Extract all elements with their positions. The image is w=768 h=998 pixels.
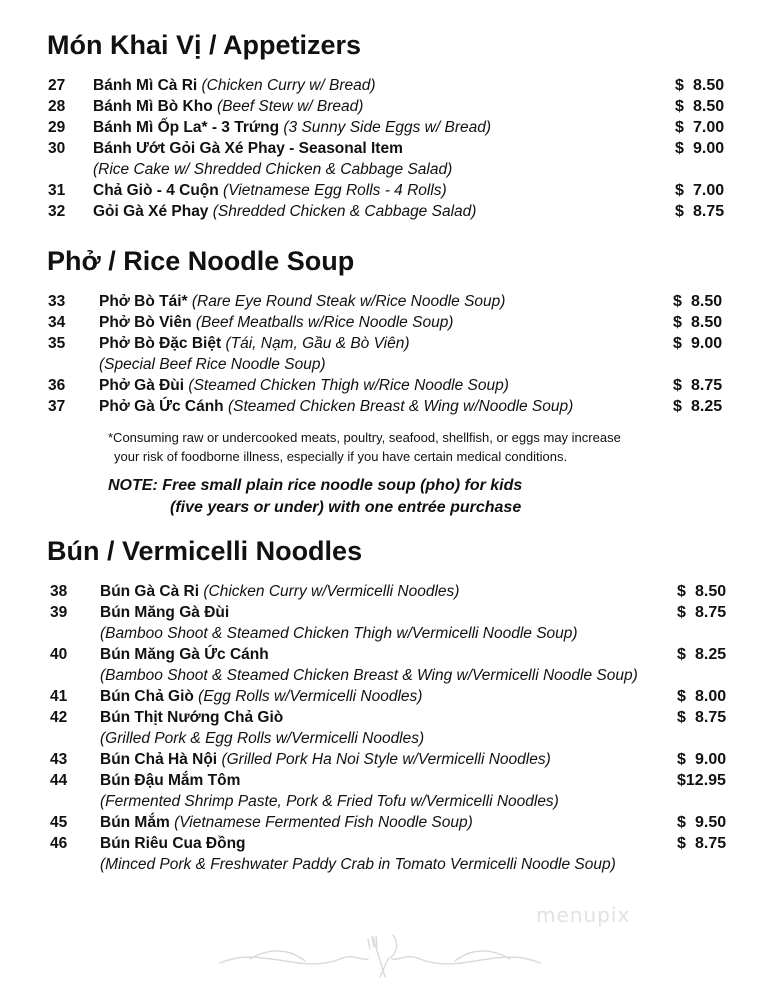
item-name: Phở Bò Đặc Biệt xyxy=(99,335,222,352)
item-name: Phở Bò Tái* xyxy=(99,293,188,310)
item-name: Bún Chả Giò xyxy=(100,688,194,705)
item-name: Bún Măng Gà Đùi xyxy=(100,604,230,621)
menu-item xyxy=(0,833,768,875)
item-price: $ 8.50 xyxy=(675,98,725,115)
fork-knife-ornament-icon xyxy=(210,925,550,985)
menu-item xyxy=(0,312,768,333)
item-price: $ 8.75 xyxy=(673,377,723,394)
menu-item xyxy=(0,749,768,770)
item-name: Bún Thịt Nướng Chả Giò xyxy=(100,709,284,726)
item-number: 31 xyxy=(48,182,66,199)
item-name: Bánh Mì Bò Kho xyxy=(93,98,213,115)
item-price: $ 8.50 xyxy=(673,293,723,310)
food-safety-warning: *Consuming raw or undercooked meats, poultry, seafood, shellfish, or eggs may increase your risk of foodborne illness, especially if you have certain medical conditions. xyxy=(108,430,621,464)
item-number: 40 xyxy=(50,646,68,663)
menu-item xyxy=(0,75,768,96)
item-number: 28 xyxy=(48,98,66,115)
item-number: 36 xyxy=(48,377,66,394)
menu-item xyxy=(0,581,768,602)
item-description: (Fermented Shrimp Paste, Pork & Fried Tofu w/Vermicelli Noodles) xyxy=(100,793,559,810)
item-price: $ 8.75 xyxy=(677,709,727,726)
item-number: 43 xyxy=(50,751,68,768)
item-description: (Beef Meatballs w/Rice Noodle Soup) xyxy=(195,314,454,331)
menu-item xyxy=(0,375,768,396)
item-price: $ 9.00 xyxy=(675,140,725,157)
watermark-logo: menupix xyxy=(536,903,631,927)
item-price: $ 8.00 xyxy=(677,688,727,705)
item-number: 41 xyxy=(50,688,68,705)
item-price: $ 8.50 xyxy=(675,77,725,94)
item-name: Bún Riêu Cua Đồng xyxy=(100,835,246,852)
item-price: $12.95 xyxy=(677,772,726,789)
menu-item xyxy=(0,770,768,812)
item-number: 30 xyxy=(48,140,66,157)
item-description: (Shredded Chicken & Cabbage Salad) xyxy=(212,203,477,220)
item-name: Bánh Mì Ốp La* - 3 Trứng xyxy=(93,119,280,136)
item-number: 32 xyxy=(48,203,66,220)
menu-item xyxy=(0,201,768,222)
item-description: (Grilled Pork & Egg Rolls w/Vermicelli Noodles) xyxy=(100,730,425,747)
item-price: $ 8.75 xyxy=(677,835,727,852)
item-price: $ 8.50 xyxy=(677,583,727,600)
item-description: (Steamed Chicken Thigh w/Rice Noodle Soup) xyxy=(188,377,509,394)
item-description: (Steamed Chicken Breast & Wing w/Noodle Soup) xyxy=(227,398,574,415)
item-name: Phở Gà Đùi xyxy=(99,377,185,394)
menu-list xyxy=(0,291,768,417)
item-number: 37 xyxy=(48,398,66,415)
item-price: $ 8.25 xyxy=(673,398,723,415)
item-name: Gỏi Gà Xé Phay xyxy=(93,203,209,220)
item-name: Bánh Mì Cà Ri xyxy=(93,77,198,94)
item-description: (Chicken Curry w/Vermicelli Noodles) xyxy=(203,583,460,600)
item-description: (Rare Eye Round Steak w/Rice Noodle Soup) xyxy=(191,293,506,310)
menu-list xyxy=(0,581,768,875)
menu-list xyxy=(0,75,768,222)
item-description: (Tái, Nạm, Gầu & Bò Viên) xyxy=(225,335,410,352)
menu-item xyxy=(0,396,768,417)
menu-item xyxy=(0,291,768,312)
item-price: $ 8.75 xyxy=(675,203,725,220)
item-description: (Vietnamese Egg Rolls - 4 Rolls) xyxy=(223,182,447,199)
menu-item xyxy=(0,180,768,201)
item-name: Phở Gà Ức Cánh xyxy=(99,398,224,415)
menu-item xyxy=(0,602,768,644)
item-number: 34 xyxy=(48,314,66,331)
item-description: (3 Sunny Side Eggs w/ Bread) xyxy=(283,119,491,136)
item-name: Chả Giò - 4 Cuộn xyxy=(93,182,219,199)
item-description: (Bamboo Shoot & Steamed Chicken Thigh w/Vermicelli Noodle Soup) xyxy=(100,625,578,642)
item-name: Bún Gà Cà Ri xyxy=(100,583,200,600)
item-number: 27 xyxy=(48,77,66,94)
item-name: Bún Măng Gà Ức Cánh xyxy=(100,646,269,663)
item-description: (Egg Rolls w/Vermicelli Noodles) xyxy=(198,688,423,705)
item-number: 42 xyxy=(50,709,68,726)
item-name: Bún Chả Hà Nội xyxy=(100,751,218,768)
item-price: $ 8.75 xyxy=(677,604,727,621)
item-number: 38 xyxy=(50,583,68,600)
item-number: 39 xyxy=(50,604,68,621)
menu-item xyxy=(0,117,768,138)
item-name: Bánh Ướt Gỏi Gà Xé Phay - Seasonal Item xyxy=(93,140,403,157)
item-description: (Special Beef Rice Noodle Soup) xyxy=(99,356,326,373)
menu-item xyxy=(0,644,768,686)
item-description: (Vietnamese Fermented Fish Noodle Soup) xyxy=(174,814,473,831)
menu-item xyxy=(0,96,768,117)
item-number: 29 xyxy=(48,119,66,136)
item-description: (Chicken Curry w/ Bread) xyxy=(201,77,376,94)
menu-item xyxy=(0,812,768,833)
item-price: $ 9.00 xyxy=(677,751,727,768)
item-name: Bún Đậu Mắm Tôm xyxy=(100,772,241,789)
item-description: (Minced Pork & Freshwater Paddy Crab in Tomato Vermicelli Noodle Soup) xyxy=(100,856,616,873)
section-title: Món Khai Vị / Appetizers xyxy=(47,30,362,60)
item-description: (Rice Cake w/ Shredded Chicken & Cabbage Salad) xyxy=(93,161,453,178)
section-title: Phở / Rice Noodle Soup xyxy=(47,246,355,276)
item-description: (Grilled Pork Ha Noi Style w/Vermicelli Noodles) xyxy=(221,751,551,768)
kids-note: NOTE: Free small plain rice noodle soup (pho) for kids (five years or under) with one entrée purchase xyxy=(108,477,523,516)
item-price: $ 9.00 xyxy=(673,335,723,352)
item-price: $ 8.50 xyxy=(673,314,723,331)
menu-item xyxy=(0,707,768,749)
item-number: 44 xyxy=(50,772,68,789)
item-name: Phở Bò Viên xyxy=(99,314,192,331)
menu-item xyxy=(0,333,768,375)
item-price: $ 9.50 xyxy=(677,814,727,831)
menu-item xyxy=(0,686,768,707)
item-number: 33 xyxy=(48,293,66,310)
menu-item xyxy=(0,138,768,180)
item-number: 46 xyxy=(50,835,68,852)
item-price: $ 7.00 xyxy=(675,182,725,199)
item-name: Bún Mắm xyxy=(100,814,170,831)
section-title: Bún / Vermicelli Noodles xyxy=(47,536,363,566)
item-description: (Beef Stew w/ Bread) xyxy=(217,98,364,115)
item-number: 45 xyxy=(50,814,68,831)
item-price: $ 8.25 xyxy=(677,646,727,663)
item-price: $ 7.00 xyxy=(675,119,725,136)
item-number: 35 xyxy=(48,335,66,352)
item-description: (Bamboo Shoot & Steamed Chicken Breast & Wing w/Vermicelli Noodle Soup) xyxy=(100,667,638,684)
